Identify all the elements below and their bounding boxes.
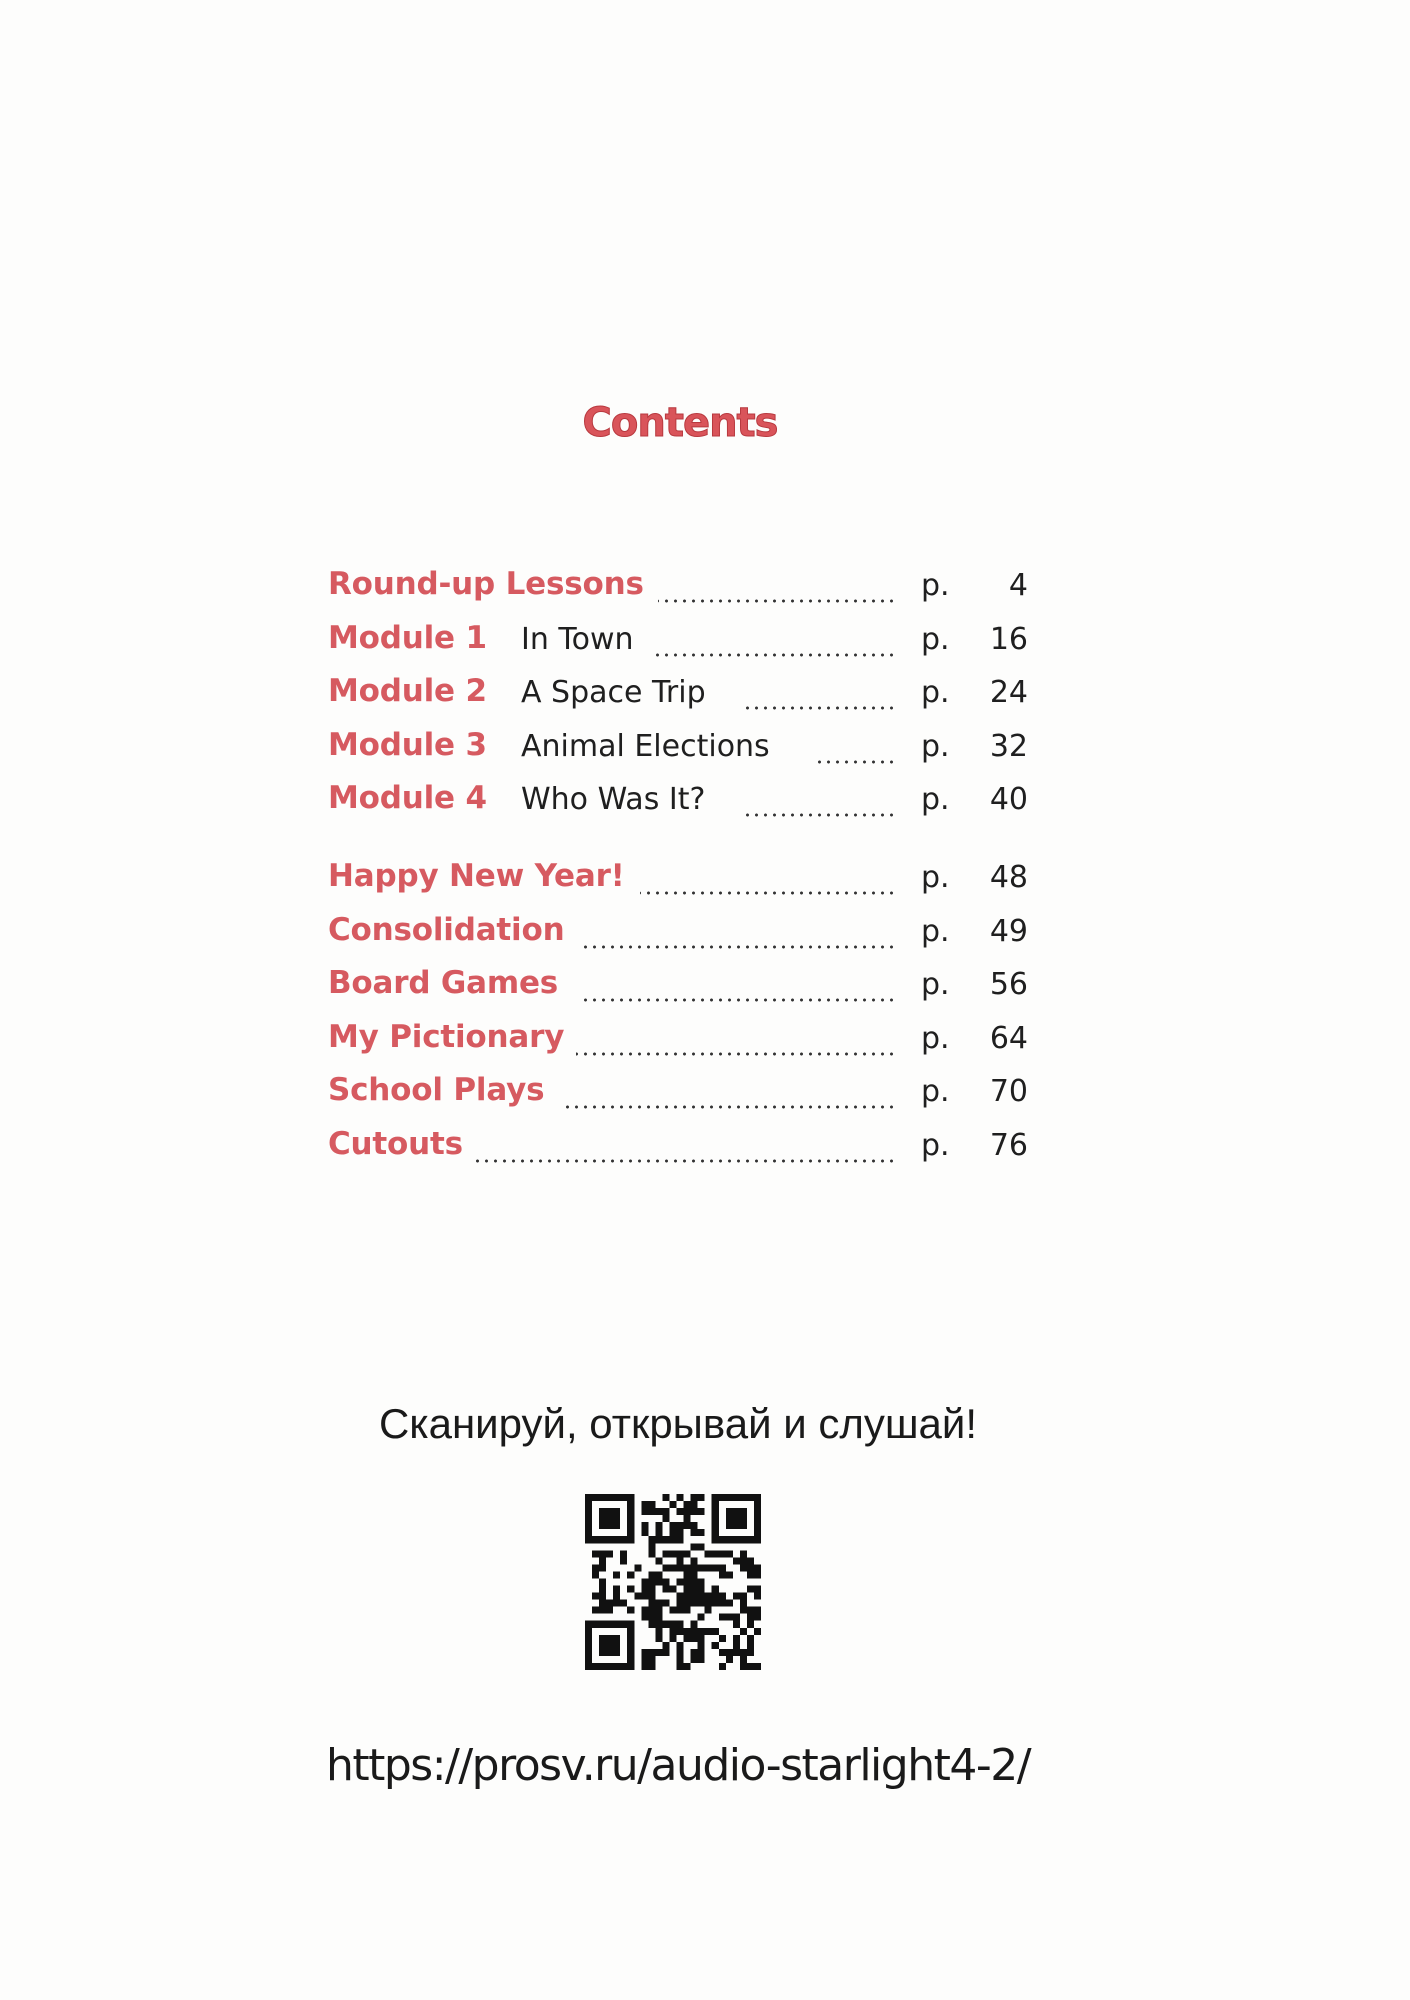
toc-entry-label: Board Games [328, 965, 559, 1001]
audio-url[interactable]: https://prosv.ru/audio-starlight4-2/ [325, 1740, 1031, 1791]
page-number: 76 [989, 1127, 1028, 1163]
toc-entry-module-2[interactable] [328, 673, 1028, 727]
toc-entry-module-1[interactable] [328, 620, 1028, 674]
dot-leader [658, 574, 896, 604]
page-number: 24 [989, 675, 1028, 710]
page-prefix: p. [921, 782, 950, 817]
page-number: 32 [989, 728, 1028, 764]
page-prefix: p. [921, 967, 950, 1002]
dot-leader [584, 920, 896, 950]
page-prefix: p. [921, 728, 950, 764]
page-number: 48 [989, 860, 1028, 895]
dot-leader [812, 735, 896, 765]
page-prefix: p. [921, 568, 950, 603]
toc-entry-module-4[interactable] [328, 780, 1028, 834]
page-number: 16 [989, 621, 1028, 657]
toc-entry-board-games[interactable] [328, 965, 1028, 1019]
toc-entry-cutouts[interactable] [328, 1126, 1028, 1180]
dot-leader [472, 1134, 896, 1164]
dot-leader [640, 866, 896, 896]
toc-entry-round-up[interactable] [328, 566, 1028, 620]
toc-entry-happy-new-year[interactable] [328, 858, 1028, 912]
toc-entry-label: Consolidation [328, 911, 565, 948]
toc-entry-subtitle: Animal Elections [521, 728, 770, 764]
toc-entry-label: Happy New Year! [328, 858, 625, 894]
page-number: 56 [989, 967, 1028, 1002]
scan-instruction: Сканируй, открывай и слушай! [378, 1400, 978, 1447]
page-prefix: p. [921, 675, 950, 710]
toc-entry-subtitle: A Space Trip [521, 675, 706, 710]
qr-code-icon[interactable] [585, 1494, 761, 1670]
toc-entry-subtitle: Who Was It? [521, 782, 706, 817]
page-number: 40 [989, 782, 1028, 817]
page-number: 49 [989, 913, 1028, 949]
toc-main [328, 566, 1028, 834]
page-prefix: p. [921, 1020, 950, 1056]
toc-entry-label: Module 2 [328, 673, 487, 709]
page-prefix: p. [921, 860, 950, 895]
toc-entry-module-3[interactable] [328, 727, 1028, 781]
toc-entry-subtitle: In Town [521, 621, 634, 657]
dot-leader [576, 1027, 896, 1057]
page-number: 4 [1008, 568, 1028, 603]
page-prefix: p. [921, 621, 950, 657]
toc-entry-label: School Plays [328, 1072, 545, 1108]
toc-extra [328, 858, 1028, 1179]
toc-entry-label: Cutouts [328, 1125, 463, 1162]
toc-entry-consolidation[interactable] [328, 912, 1028, 966]
toc-entry-label: Module 4 [328, 780, 487, 816]
page-number: 70 [989, 1074, 1028, 1109]
dot-leader [564, 1080, 896, 1110]
dot-leader [584, 973, 896, 1003]
page-title: Contents [582, 400, 778, 446]
toc-entry-school-plays[interactable] [328, 1072, 1028, 1126]
page-prefix: p. [921, 1127, 950, 1163]
toc-entry-label: Module 3 [328, 726, 487, 763]
toc-entry-my-pictionary[interactable] [328, 1019, 1028, 1073]
dot-leader [740, 788, 896, 818]
page-prefix: p. [921, 1074, 950, 1109]
dot-leader [740, 681, 896, 711]
page-prefix: p. [921, 913, 950, 949]
toc-entry-label: Module 1 [328, 619, 487, 656]
dot-leader [654, 628, 896, 658]
toc-entry-label: My Pictionary [328, 1018, 565, 1055]
toc-entry-label: Round-up Lessons [328, 566, 644, 602]
page-number: 64 [989, 1020, 1028, 1056]
